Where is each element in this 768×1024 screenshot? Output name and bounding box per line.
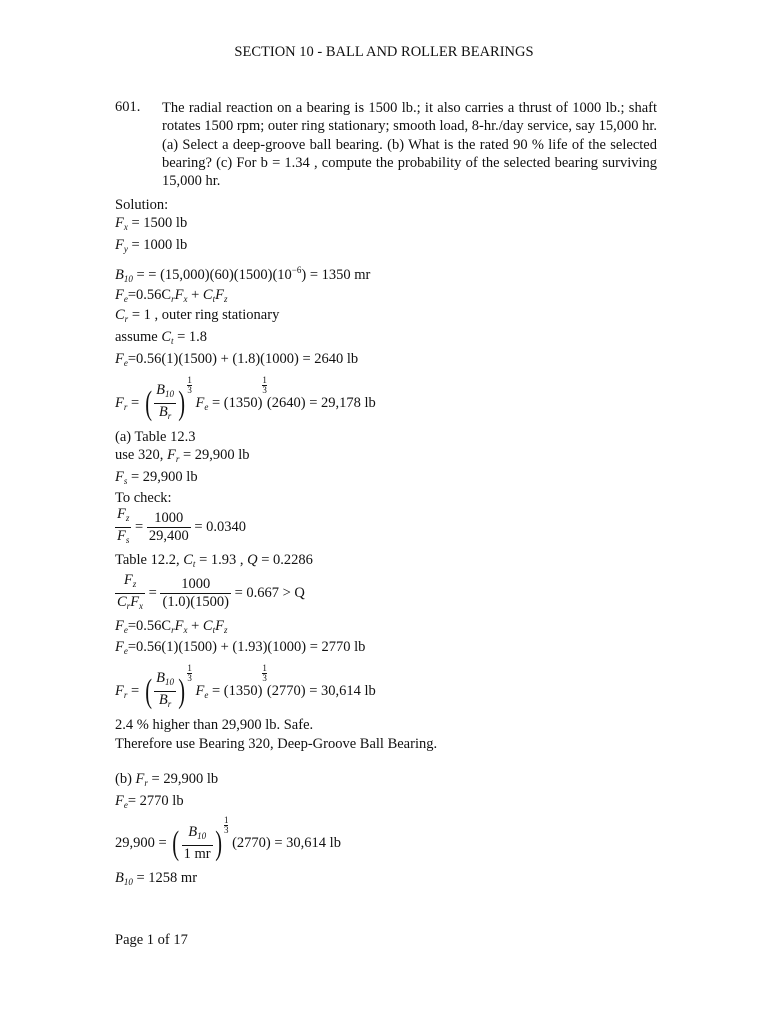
eq-use-320: use 320, $F_r = 29,900$ lb	[115, 447, 250, 464]
table-12-3: (a) Table 12.3	[115, 429, 196, 445]
eq-fe-1: $F_e=0.56(1)(1500) + (1.8)(1000) = 2640$ lb	[115, 351, 359, 368]
safe-note: 2.4 % higher than 29,900 lb. Safe.	[115, 717, 314, 733]
problem-text: The radial reaction on a bearing is 1500 lb.; it also carries a thrust of 1000 lb.; shaft rotates 1500 rpm; outer ring stationary; smooth load, 8-hr./day service, say 15,000 hr. (a) Select a deep-groove ball bearing. (b) What is the rated 90 % life of the selected bearing? (c) For b = 1.34 , compute the probability of the selected bearing surviving 15,000 hr.	[162, 100, 657, 190]
eq-fr-2: $F_r$ = ( $\frac{B_{10}}{B_r}$ ) $\frac{1}{3}$ $F_e = (1350)$ $\frac{1}{3}$ (2770) = 30,614 lb	[115, 663, 376, 710]
eq-b10-result: $B_{10} = 1258$ mr	[115, 870, 198, 887]
eq-q-ratio: $\frac{F_z}{C_rF_x}$ = $\frac{1000}{(1.0)(1500)}$ = 0.667 > Q	[117, 572, 305, 611]
conclusion: Therefore use Bearing 320, Deep-Groove Ball Bearing.	[115, 736, 438, 752]
eq-fe-formula-2: $F_e=0.56C_rF_x + C_tF_z$	[115, 618, 228, 635]
solution-label: Solution:	[115, 197, 169, 213]
page-title: SECTION 10 - BALL AND ROLLER BEARINGS	[234, 44, 534, 60]
eq-fe-2: $F_e=0.56(1)(1500) + (1.93)(1000) = 2770$ lb	[115, 639, 366, 656]
eq-fe-formula: $F_e=0.56C_rF_x + C_tF_z$	[115, 287, 228, 304]
eq-b-fr: (b) $F_r = 29,900$ lb	[115, 771, 219, 788]
eq-b-fe: $F_e= 2770$ lb	[115, 793, 184, 810]
eq-b-life: 29,900 = ( $\frac{B_{10}}{1 mr}$ ) $\frac{1}{3}$ (2770) = 30,614 lb	[115, 815, 341, 863]
eq-b10: $B_{10}$ = = $(15,000)(60)(1500)(10^{-6}) = 1350$ mr	[115, 265, 371, 284]
eq-check-ratio: $\frac{F_z}{F_s}$ = $\frac{1000}{29,400}$ = 0.0340	[117, 506, 246, 545]
eq-fs: $F_s = 29,900$ lb	[115, 469, 198, 486]
eq-ct-assume: assume $C_t = 1.8$	[115, 329, 208, 346]
to-check: To check:	[115, 490, 172, 506]
eq-cr: $C_r = 1$ , outer ring stationary	[115, 307, 280, 324]
page-number: Page 1 of 17	[115, 932, 188, 948]
eq-fr-1: $F_r$ = ( $\frac{B_{10}}{B_r}$ ) $\frac{1}{3}$ $F_e = (1350)$ $\frac{1}{3}$ (2640) = 29,178 lb	[115, 375, 376, 422]
problem-number: 601.	[115, 99, 141, 115]
eq-fx: $F_x = 1500$ lb	[115, 215, 188, 232]
table-12-2: Table 12.2, $C_t = 1.93$ , Q = 0.2286	[115, 552, 313, 569]
eq-fy: $F_y = 1000$ lb	[115, 237, 188, 254]
